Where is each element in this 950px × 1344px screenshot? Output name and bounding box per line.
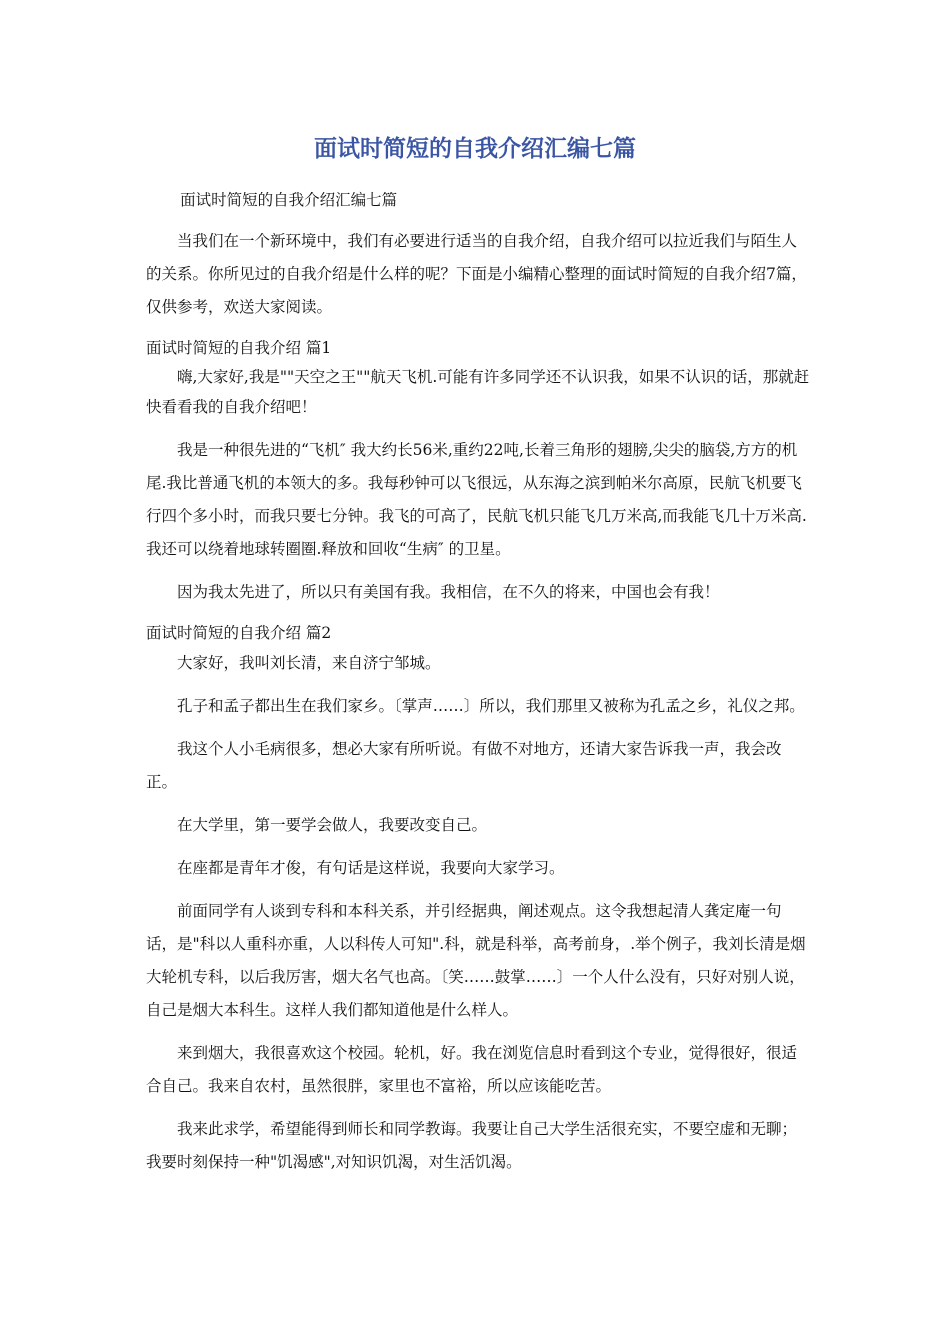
paragraph: 在大学里，第一要学会做人，我要改变自己。 xyxy=(177,816,488,834)
paragraph: 来到烟大，我很喜欢这个校园。轮机，好。我在浏览信息时看到这个专业，觉得很好，很适合自己。我来自农村，虽然很胖，家里也不富裕，所以应该能吃苦。 xyxy=(146,1044,798,1095)
document-body xyxy=(146,184,811,1189)
paragraph: 前面同学有人谈到专科和本科关系，并引经据典，阐述观点。这令我想起清人龚定庵一句话，是"科以人重科亦重，人以科传人可知".科，就是科举，高考前身，.举个例子，我刘长清是烟大轮机专科，以后我厉害，烟大名气也高。〔笑……鼓掌……〕一个人什么没有，只好对别人说，自己是烟大本科生。这样人我们都知道他是什么样人。 xyxy=(146,902,806,1019)
paragraph: 在座都是青年才俊，有句话是这样说，我要向大家学习。 xyxy=(177,859,565,877)
paragraph: 我这个人小毛病很多，想必大家有所听说。有做不对地方，还请大家告诉我一声，我会改正。 xyxy=(146,740,782,791)
document-subtitle: 面试时简短的自我介绍汇编七篇 xyxy=(180,191,398,209)
intro-paragraph: 当我们在一个新环境中，我们有必要进行适当的自我介绍，自我介绍可以拉近我们与陌生人的关系。你所见过的自我介绍是什么样的呢？下面是小编精心整理的面试时简短的自我介绍7篇，仅供参考，欢送大家阅读。 xyxy=(146,232,807,316)
paragraph: 我来此求学，希望能得到师长和同学教诲。我要让自己大学生活很充实，不要空虚和无聊；我要时刻保持一种"饥渴感",对知识饥渴，对生活饥渴。 xyxy=(146,1120,798,1171)
paragraph: 因为我太先进了，所以只有美国有我。我相信，在不久的将来，中国也会有我！ xyxy=(177,583,720,601)
paragraph: 嗨,大家好,我是""天空之王""航天飞机.可能有许多同学还不认识我，如果不认识的话，那就赶快看看我的自我介绍吧！ xyxy=(146,368,810,416)
paragraph: 我是一种很先进的“飞机″ 我大约长56米,重约22吨,长着三角形的翅膀,尖尖的脑袋,方方的机尾.我比普通飞机的本领大的多。我每秒钟可以飞很远，从东海之滨到帕米尔高原，民航飞机要飞行四个多小时，而我只要七分钟。我飞的可高了，民航飞机只能飞几万米高,而我能飞几十万米高.我还可以绕着地球转圈圈.释放和回收“生病″ 的卫星。 xyxy=(146,441,807,558)
section-heading: 面试时简短的自我介绍 篇2 xyxy=(146,624,332,642)
document-title: 面试时简短的自我介绍汇编七篇 xyxy=(314,136,636,162)
paragraph: 孔子和孟子都出生在我们家乡。〔掌声……〕所以，我们那里又被称为孔孟之乡，礼仪之邦。 xyxy=(177,697,805,715)
paragraph: 大家好，我叫刘长清，来自济宁邹城。 xyxy=(177,654,441,672)
section-heading: 面试时简短的自我介绍 篇1 xyxy=(146,339,332,357)
